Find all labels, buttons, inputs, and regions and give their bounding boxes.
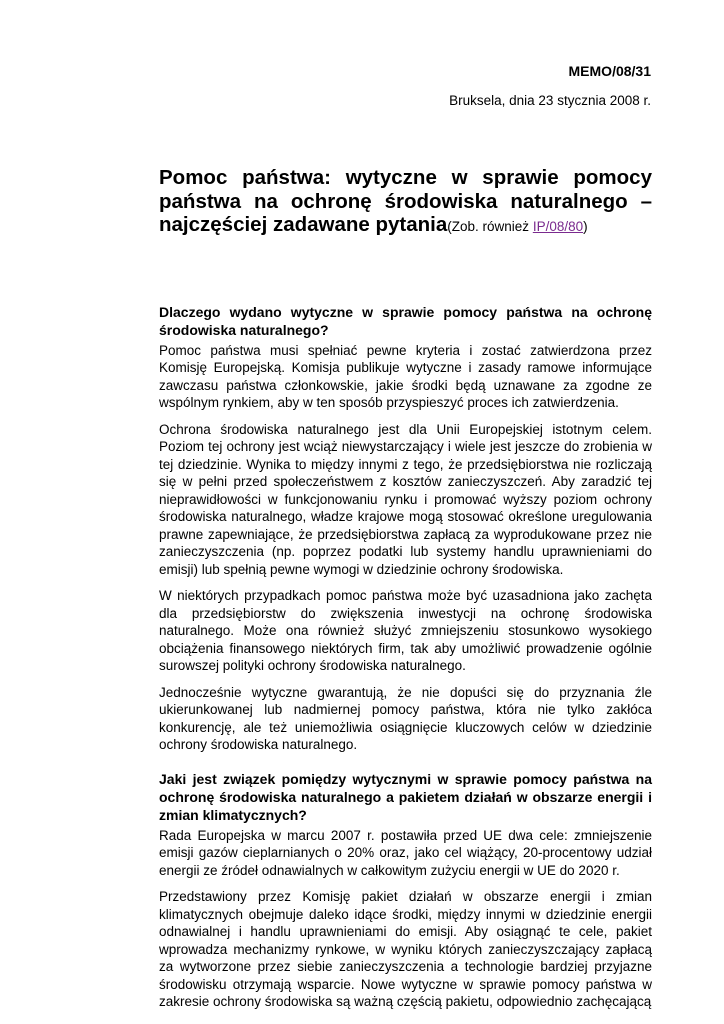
faq-section-1 (159, 303, 652, 754)
see-also-note (447, 219, 587, 234)
section-heading: Dlaczego wydano wytyczne w sprawie pomocy państwa na ochronę środowiska naturalnego? (159, 303, 652, 338)
see-also-link[interactable]: IP/08/80 (532, 219, 584, 234)
section-paragraph: Przedstawiony przez Komisję pakiet działań w obszarze energii i zmian klimatycznych obejmuje daleko idące środki, między innymi w dziedzinie energii odnawialnej i handlu uprawnieniami do emisji. Aby osiągnąć te cele, pakiet wprowadza mechanizmy rynkowe, w wyniku których zanieczyszczający zapłacą za wytworzone przez siebie zanieczyszczenia a technologie bardziej przyjazne środowisku otrzymają wsparcie. Nowe wytyczne w sprawie pomocy państwa w zakresie ochrony środowiska są ważną częścią pakietu, odpowiednio zachęcającą (159, 889, 652, 1009)
dateline: Bruksela, dnia 23 stycznia 2008 r. (449, 93, 651, 108)
title-text: Pomoc państwa: wytyczne w sprawie pomocy państwa na ochronę środowiska naturalnego – najczęściej zadawane pytania (159, 166, 652, 236)
see-also-prefix: (Zob. również (447, 219, 533, 234)
see-also-suffix: ) (583, 219, 588, 234)
section-paragraph: Rada Europejska w marcu 2007 r. postawiła przed UE dwa cele: zmniejszenie emisji gazów cieplarnianych o 20% oraz, jako cel wiążący, 20-procentowy udział energii ze źródeł odnawialnych w całkowitym zużyciu energii w UE do 2020 r. (159, 827, 652, 878)
section-paragraph: Ochrona środowiska naturalnego jest dla Unii Europejskiej istotnym celem. Poziom tej ochrony jest wciąż niewystarczający i wiele jest jeszcze do zrobienia w tej dziedzinie. Wynika to między innymi z tego, że przedsiębiorstwa nie rozliczają się w pełni przed społeczeństwem z kosztów zanieczyszczeń. Aby zaradzić tej nieprawidłowości w funkcjonowaniu rynku i promować wyższy poziom ochrony środowiska naturalnego, władze krajowe mogą stosować określone uregulowania prawne zapewniające, że przedsiębiorstwa zapłacą za wyprodukowane przez nie zanieczyszczenia (np. poprzez podatki lub systemy handlu uprawnieniami do emisji) lub spełnią pewne wymogi w dziedzinie ochrony środowiska. (159, 421, 652, 577)
faq-section-2 (159, 770, 652, 1011)
section-heading: Jaki jest związek pomiędzy wytycznymi w sprawie pomocy państwa na ochronę środowiska naturalnego a pakietem działań w obszarze energii i zmian klimatycznych? (159, 770, 652, 823)
document-body (159, 166, 652, 1020)
document-title (159, 166, 652, 239)
section-paragraph: W niektórych przypadkach pomoc państwa może być uzasadniona jako zachęta dla przedsiębiorstw do zwiększenia inwestycji na ochronę środowiska naturalnego. Może ona również służyć zmniejszeniu stosunkowo wysokiego obciążenia finansowego niektórych firm, tak aby umożliwić prowadzenie ogólnie surowszej polityki ochrony środowiska naturalnego. (159, 588, 652, 673)
memo-reference: MEMO/08/31 (568, 63, 651, 79)
section-paragraph: Jednocześnie wytyczne gwarantują, że nie dopuści się do przyznania źle ukierunkowanej lub nadmiernej pomocy państwa, która nie tylko zakłóca konkurencję, ale też uniemożliwia osiągnięcie kluczowych celów w dziedzinie ochrony środowiska naturalnego. (159, 684, 652, 752)
section-paragraph: Pomoc państwa musi spełniać pewne kryteria i zostać zatwierdzona przez Komisję Europejską. Komisja publikuje wytyczne i zasady ramowe informujące zawczasu państwa członkowskie, jakie środki będą uznawane za zgodne ze wspólnym rynkiem, aby w ten sposób przyspieszyć proces ich zatwierdzenia. (159, 342, 652, 410)
